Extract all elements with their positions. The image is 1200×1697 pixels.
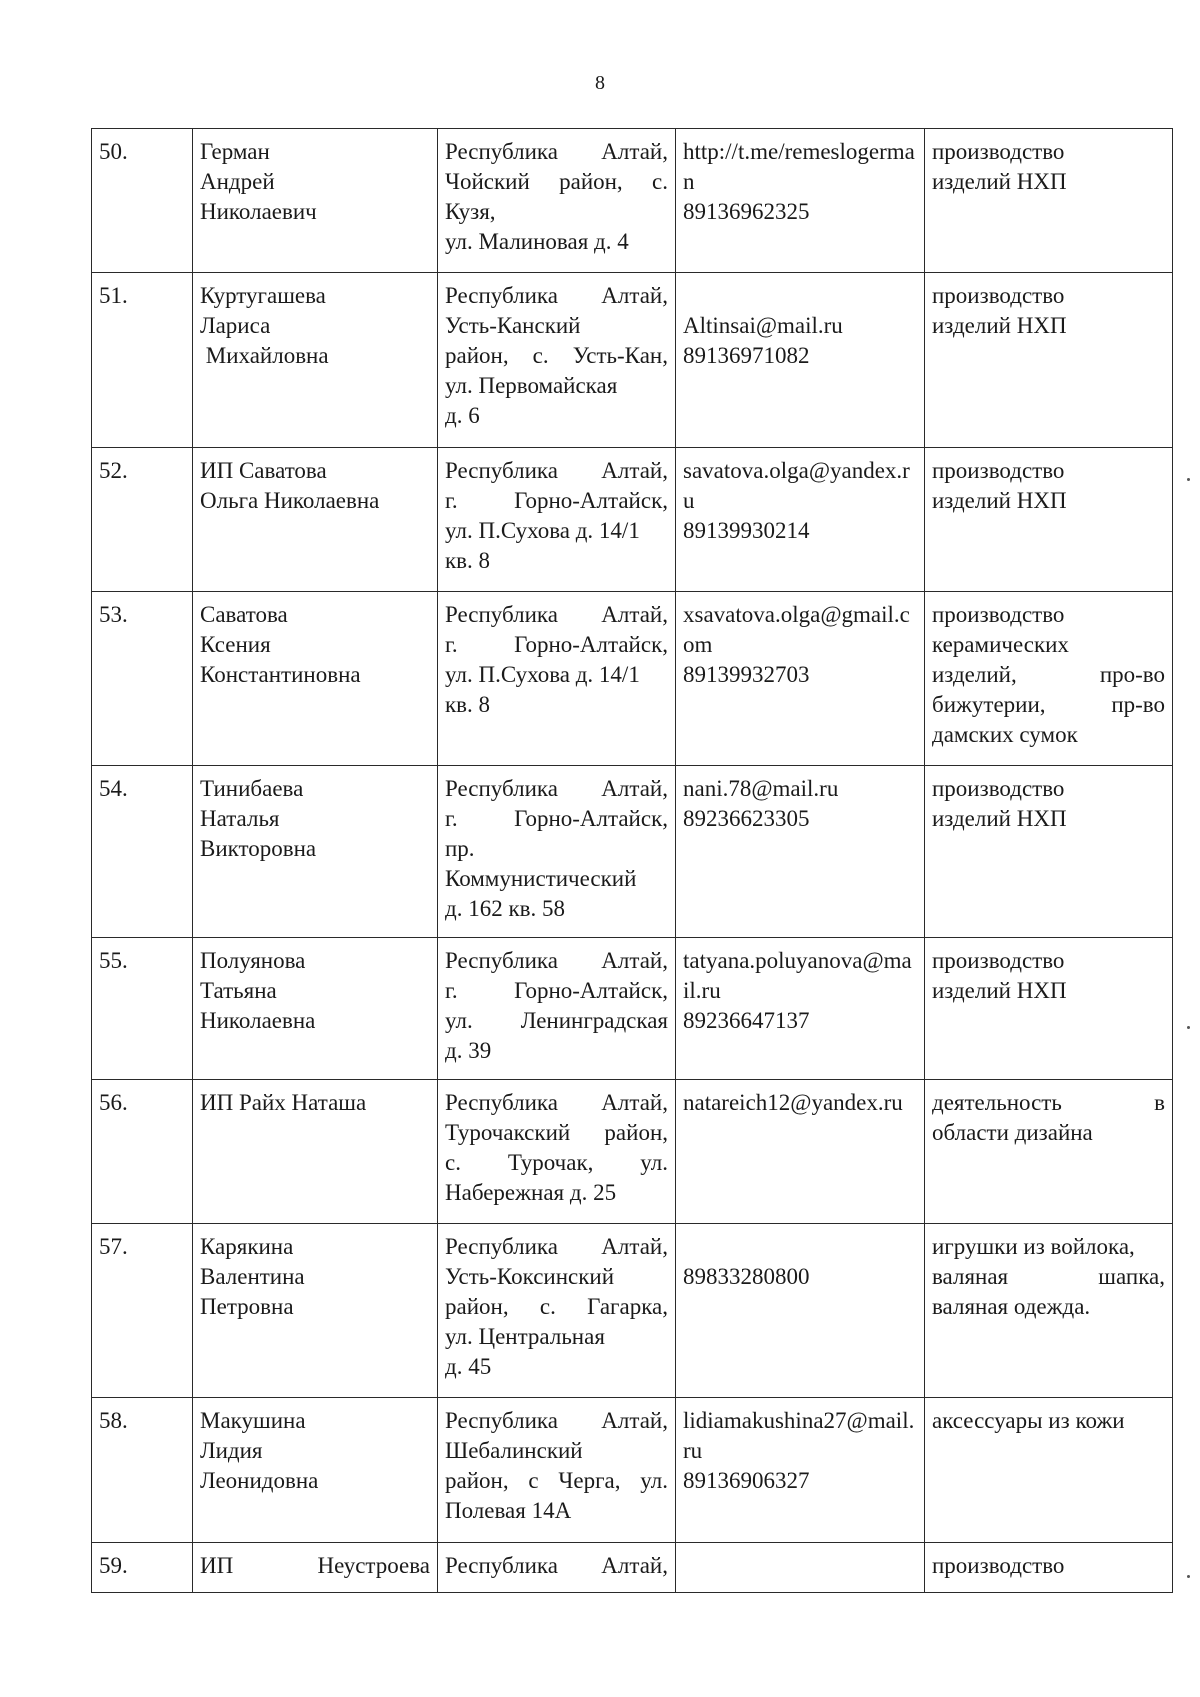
activity-line: деятельность в [932, 1090, 1165, 1115]
row-number-cell [92, 766, 193, 938]
artisans-registry-table [91, 128, 1173, 1593]
address-cell [438, 766, 676, 938]
contacts-cell [676, 592, 925, 766]
row-number: 53. [99, 602, 128, 627]
address-line: д. 162 кв. 58 [445, 896, 565, 921]
row-number-cell [92, 592, 193, 766]
address-line: кв. 8 [445, 692, 491, 717]
name-cell [193, 766, 438, 938]
address-line: Республика Алтай, [445, 458, 668, 483]
table-row [92, 129, 1173, 273]
name-line: Герман [200, 139, 270, 164]
scan-speck [1187, 478, 1190, 481]
activity-cell [925, 1080, 1173, 1224]
activity-line: производство [932, 602, 1065, 627]
row-number: 59. [99, 1553, 128, 1578]
contacts-cell [676, 1543, 925, 1593]
row-number-cell [92, 938, 193, 1080]
name-line: Ксения [200, 632, 271, 657]
row-number-cell [92, 1543, 193, 1593]
address-line: ул. П.Сухова д. 14/1 [445, 662, 640, 687]
contacts-cell [676, 1398, 925, 1543]
address-line: Усть-Коксинский [445, 1264, 615, 1289]
table-row [92, 1080, 1173, 1224]
contact-phone: 89236647137 [683, 1008, 810, 1033]
activity-line: валяная одежда. [932, 1294, 1091, 1319]
name-line: Леонидовна [200, 1468, 319, 1493]
table-row [92, 448, 1173, 592]
address-line: с. Турочак, ул. [445, 1150, 668, 1175]
name-cell [193, 1543, 438, 1593]
row-number-cell [92, 448, 193, 592]
contact-email[interactable]: natareich12@yandex.ru [683, 1090, 903, 1115]
name-line: ИП Саватова [200, 458, 327, 483]
activity-line: изделий НХП [932, 978, 1067, 1003]
name-line: Михайловна [200, 343, 329, 368]
name-line: Татьяна [200, 978, 277, 1003]
name-line: Ольга Николаевна [200, 488, 380, 513]
address-cell [438, 448, 676, 592]
address-line: д. 39 [445, 1038, 492, 1063]
contacts-cell [676, 1224, 925, 1398]
address-line: Полевая 14А [445, 1498, 572, 1523]
activity-line: бижутерии, пр-во [932, 692, 1165, 717]
address-line: Республика Алтай, [445, 776, 668, 801]
activity-cell [925, 1224, 1173, 1398]
activity-line: изделий НХП [932, 806, 1067, 831]
table-row [92, 592, 1173, 766]
row-number-cell [92, 1398, 193, 1543]
address-line: Набережная д. 25 [445, 1180, 617, 1205]
contact-email[interactable]: savatova.olga@yandex.ru [683, 458, 910, 513]
scan-speck [1187, 1575, 1190, 1578]
activity-line: области дизайна [932, 1120, 1093, 1145]
table-row [92, 938, 1173, 1080]
row-number: 58. [99, 1408, 128, 1433]
address-cell [438, 1224, 676, 1398]
contact-email[interactable]: lidiamakushina27@mail.ru [683, 1408, 915, 1463]
address-line: Республика Алтай, [445, 1553, 668, 1578]
address-line: г. Горно-Алтайск, [445, 806, 668, 831]
contact-email[interactable]: nani.78@mail.ru [683, 776, 839, 801]
row-number: 50. [99, 139, 128, 164]
address-line: Турочакский район, [445, 1120, 668, 1145]
name-line: ИП Неустроева [200, 1553, 430, 1578]
address-cell [438, 592, 676, 766]
address-line: Республика Алтай, [445, 283, 668, 308]
table-row [92, 1398, 1173, 1543]
name-line: Лидия [200, 1438, 263, 1463]
address-line: ул. Малиновая д. 4 [445, 229, 629, 254]
contacts-cell [676, 1080, 925, 1224]
activity-line: изделий НХП [932, 169, 1067, 194]
name-line: Куртугашева [200, 283, 326, 308]
contacts-cell [676, 129, 925, 273]
address-line: Усть-Канский [445, 313, 581, 338]
row-number: 55. [99, 948, 128, 973]
activity-line: изделий НХП [932, 488, 1067, 513]
address-cell [438, 1398, 676, 1543]
contact-phone: 89136962325 [683, 199, 810, 224]
name-cell [193, 1398, 438, 1543]
address-line: район, с. Усть-Кан, [445, 343, 668, 368]
table-row [92, 1543, 1173, 1593]
table-row [92, 1224, 1173, 1398]
activity-line: производство [932, 948, 1065, 973]
address-cell [438, 1080, 676, 1224]
page-number: 8 [595, 72, 605, 94]
address-line: ул. П.Сухова д. 14/1 [445, 518, 640, 543]
row-number: 57. [99, 1234, 128, 1259]
contact-phone: 89136971082 [683, 343, 810, 368]
row-number: 54. [99, 776, 128, 801]
address-line: д. 6 [445, 403, 480, 428]
activity-line: аксессуары из кожи [932, 1408, 1125, 1433]
name-line: Викторовна [200, 836, 317, 861]
activity-line: игрушки из войлока, [932, 1234, 1135, 1259]
contact-phone: 89236623305 [683, 806, 810, 831]
row-number-cell [92, 273, 193, 448]
address-line: Коммунистический [445, 866, 637, 891]
row-number-cell [92, 129, 193, 273]
activity-cell [925, 1543, 1173, 1593]
address-line: Чойский район, с. [445, 169, 668, 194]
name-line: Валентина [200, 1264, 305, 1289]
name-line: Карякина [200, 1234, 294, 1259]
activity-cell [925, 1398, 1173, 1543]
activity-line: изделий, про-во [932, 662, 1165, 687]
scan-speck [1187, 1026, 1190, 1029]
address-cell [438, 938, 676, 1080]
contact-phone: 89136906327 [683, 1468, 810, 1493]
contact-phone: 89833280800 [683, 1264, 810, 1289]
activity-line: керамических [932, 632, 1069, 657]
activity-cell [925, 592, 1173, 766]
activity-cell [925, 766, 1173, 938]
address-line: пр. [445, 836, 475, 861]
row-number: 51. [99, 283, 128, 308]
name-line: ИП Райх Наташа [200, 1090, 367, 1115]
address-line: д. 45 [445, 1354, 492, 1379]
address-line: Республика Алтай, [445, 1234, 668, 1259]
contact-link[interactable]: http://t.me/remeslogerman [683, 139, 915, 194]
address-line: Республика Алтай, [445, 1090, 668, 1115]
name-cell [193, 129, 438, 273]
activity-line: изделий НХП [932, 313, 1067, 338]
row-number: 52. [99, 458, 128, 483]
contacts-cell [676, 938, 925, 1080]
activity-cell [925, 938, 1173, 1080]
contact-email[interactable]: xsavatova.olga@gmail.com [683, 602, 910, 657]
name-line: Наталья [200, 806, 280, 831]
row-number-cell [92, 1224, 193, 1398]
activity-line: производство [932, 776, 1065, 801]
contacts-cell [676, 448, 925, 592]
address-cell [438, 129, 676, 273]
address-line: Республика Алтай, [445, 1408, 668, 1433]
address-line: ул. Первомайская [445, 373, 618, 398]
contacts-cell [676, 273, 925, 448]
address-line: г. Горно-Алтайск, [445, 632, 668, 657]
name-line: Петровна [200, 1294, 294, 1319]
row-number-cell [92, 1080, 193, 1224]
name-line: Андрей [200, 169, 275, 194]
contact-phone: 89139932703 [683, 662, 810, 687]
activity-line: валяная шапка, [932, 1264, 1165, 1289]
address-cell [438, 1543, 676, 1593]
address-line: район, с Черга, ул. [445, 1468, 668, 1493]
activity-line: производство [932, 1553, 1065, 1578]
name-line: Константиновна [200, 662, 361, 687]
activity-cell [925, 273, 1173, 448]
activity-line: дамских сумок [932, 722, 1078, 747]
name-line: Николаевна [200, 1008, 316, 1033]
row-number: 56. [99, 1090, 128, 1115]
contact-phone: 89139930214 [683, 518, 810, 543]
contact-email[interactable]: tatyana.poluyanova@mail.ru [683, 948, 912, 1003]
address-line: район, с. Гагарка, [445, 1294, 668, 1319]
contact-email[interactable]: Altinsai@mail.ru [683, 313, 843, 338]
address-line: г. Горно-Алтайск, [445, 978, 668, 1003]
name-line: Макушина [200, 1408, 306, 1433]
address-line: Республика Алтай, [445, 139, 668, 164]
name-line: Тинибаева [200, 776, 304, 801]
name-line: Николаевич [200, 199, 317, 224]
name-line: Лариса [200, 313, 271, 338]
activity-cell [925, 129, 1173, 273]
address-line: Республика Алтай, [445, 602, 668, 627]
address-line: Кузя, [445, 199, 496, 224]
name-cell [193, 273, 438, 448]
name-cell [193, 448, 438, 592]
table-row [92, 273, 1173, 448]
address-line: ул. Ленинградская [445, 1008, 668, 1033]
activity-line: производство [932, 283, 1065, 308]
name-cell [193, 1080, 438, 1224]
name-line: Саватова [200, 602, 288, 627]
activity-cell [925, 448, 1173, 592]
name-cell [193, 938, 438, 1080]
address-line: ул. Центральная [445, 1324, 605, 1349]
contacts-cell [676, 766, 925, 938]
name-cell [193, 1224, 438, 1398]
address-line: Республика Алтай, [445, 948, 668, 973]
address-line: кв. 8 [445, 548, 491, 573]
activity-line: производство [932, 458, 1065, 483]
name-cell [193, 592, 438, 766]
address-line: Шебалинский [445, 1438, 583, 1463]
address-cell [438, 273, 676, 448]
table-row [92, 766, 1173, 938]
address-line: г. Горно-Алтайск, [445, 488, 668, 513]
activity-line: производство [932, 139, 1065, 164]
name-line: Полуянова [200, 948, 306, 973]
